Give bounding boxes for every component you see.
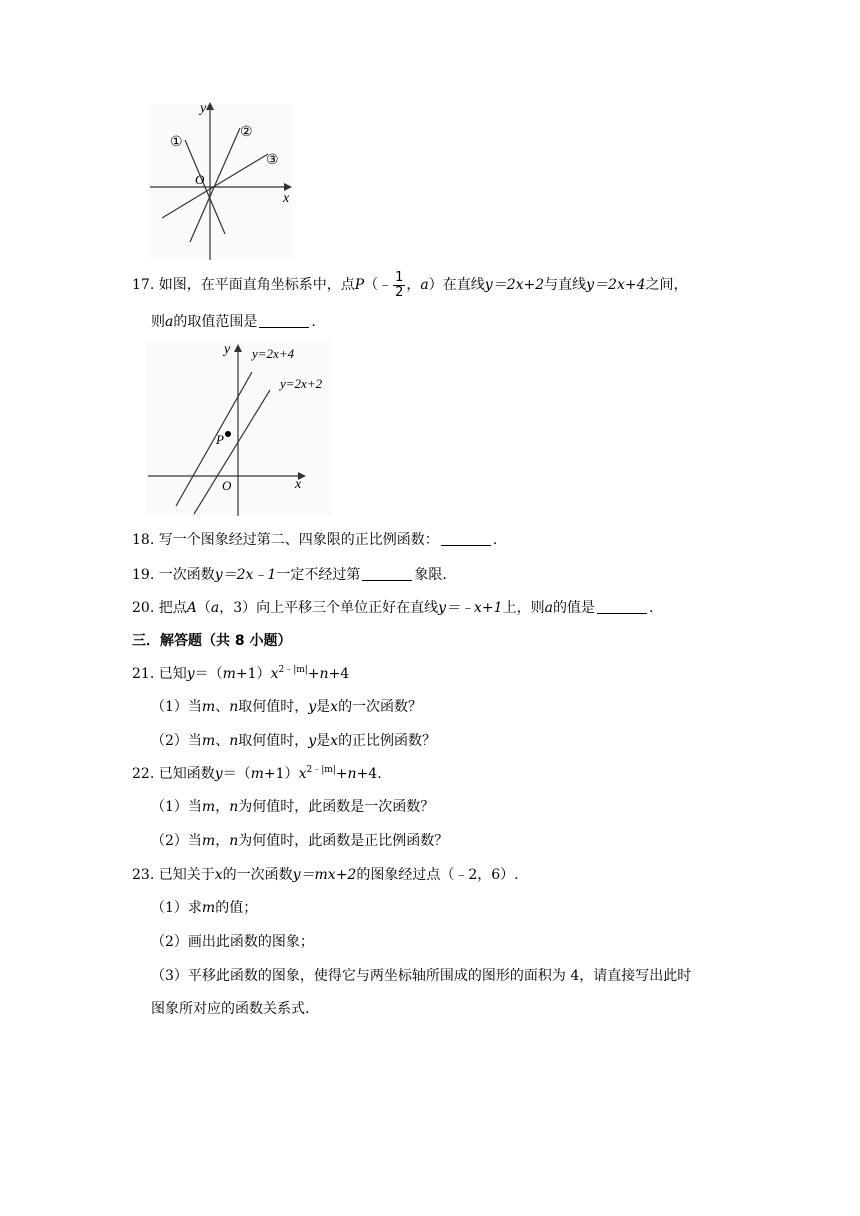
figure-16-graph	[140, 92, 300, 264]
variable: m	[201, 900, 216, 916]
origin-label: O	[195, 172, 205, 187]
text-fragment: （2）当	[151, 833, 202, 849]
question-17-line-2	[151, 312, 316, 332]
variable: n	[229, 799, 239, 815]
text-fragment: +	[335, 766, 348, 782]
variable: n	[347, 766, 357, 782]
variable: x	[214, 867, 223, 883]
variable: m	[222, 666, 236, 682]
text-fragment: 的一次函数	[222, 867, 293, 883]
exponent: 2﹣|m|	[306, 765, 336, 775]
question-20	[132, 598, 653, 618]
text-fragment: 为何值时，此函数是一次函数？	[238, 799, 435, 815]
variable: y	[186, 666, 195, 682]
line-lower-label: y=2x+2	[280, 376, 323, 391]
question-number: 17.	[132, 277, 155, 293]
question-text: 如图，在平面直角坐标系中，点	[158, 277, 355, 293]
text-fragment: .	[311, 314, 316, 330]
variable: x	[330, 733, 339, 749]
question-number: 20.	[132, 600, 155, 616]
text-fragment: +1）	[235, 666, 271, 682]
question-19	[132, 565, 447, 585]
text-fragment: ，	[215, 833, 230, 849]
equation: y＝2x+4	[586, 277, 646, 293]
question-23-part-3-continued: 图象所对应的函数关系式.	[151, 1001, 310, 1017]
text-fragment: 与直线	[544, 277, 587, 293]
question-23-part-2: （2）画出此函数的图象；	[151, 934, 314, 950]
text-fragment: 的值是	[552, 600, 595, 616]
text-fragment: 上，则	[502, 600, 545, 616]
variable: a	[544, 600, 553, 616]
question-18	[132, 530, 497, 550]
variable: y	[214, 766, 223, 782]
text-fragment: 的一次函数？	[338, 699, 423, 715]
text-fragment: 则	[151, 314, 165, 330]
question-number: 18.	[132, 532, 155, 548]
variable: a	[165, 314, 174, 330]
text-fragment: ＝（	[222, 766, 251, 782]
text-fragment: 的正比例函数？	[338, 733, 437, 749]
text-fragment: +4	[328, 666, 350, 682]
text-fragment: ）在直线	[428, 277, 485, 293]
text-fragment: （2）当	[151, 733, 202, 749]
section-heading: 三．解答题（共 8 小题）	[132, 633, 292, 649]
text-fragment: （﹣	[364, 277, 393, 293]
text-fragment: （1）求	[151, 900, 202, 916]
text-fragment: 的图象经过点（﹣2，6）.	[356, 867, 519, 883]
line-1-label: ①	[170, 135, 183, 150]
variable: m	[201, 833, 216, 849]
text-fragment: +4.	[356, 766, 382, 782]
variable: x	[270, 666, 279, 682]
x-axis-label: x	[295, 477, 302, 492]
variable: m	[201, 799, 216, 815]
fraction-denominator: 2	[395, 284, 404, 300]
variable: m	[250, 766, 264, 782]
question-21	[132, 664, 349, 684]
text-fragment: ，	[215, 799, 230, 815]
variable: y	[308, 699, 317, 715]
text-fragment: 象限.	[414, 567, 447, 583]
equation: y＝mx+2	[292, 867, 357, 883]
text-fragment: 一定不经过第	[276, 567, 361, 583]
text-fragment: .	[492, 532, 498, 548]
y-axis-label: y	[200, 101, 207, 116]
y-axis-label: y	[224, 342, 231, 357]
text-fragment: 是	[316, 699, 331, 715]
x-axis-label: x	[283, 191, 290, 206]
origin-label: O	[222, 478, 232, 493]
question-17	[132, 270, 688, 300]
question-text: 把点	[158, 600, 187, 616]
equation: y＝2x+2	[484, 277, 545, 293]
question-text: 已知	[158, 666, 187, 682]
point-p-label: P	[216, 432, 224, 447]
question-number: 21.	[132, 666, 155, 682]
question-text: 已知关于	[158, 867, 215, 883]
fraction	[393, 271, 405, 300]
text-fragment: 的取值范围是	[173, 314, 258, 330]
text-fragment: .	[648, 600, 654, 616]
question-23-part-1	[151, 898, 257, 918]
text-fragment: （	[196, 600, 211, 616]
text-fragment: （1）当	[151, 799, 202, 815]
text-fragment: ，3）向上平移三个单位正好在直线	[219, 600, 439, 616]
point-label: A	[186, 600, 197, 616]
point-label: P	[354, 277, 365, 293]
text-fragment: 、	[215, 733, 230, 749]
question-number: 23.	[132, 867, 155, 883]
text-fragment: 取何值时，	[238, 733, 309, 749]
text-fragment: （1）当	[151, 699, 202, 715]
text-fragment: 的值；	[215, 900, 258, 916]
question-text: 一次函数	[158, 567, 215, 583]
question-22	[132, 764, 382, 784]
text-fragment: ＝（	[194, 666, 223, 682]
question-23	[132, 865, 519, 885]
variable: n	[319, 666, 329, 682]
text-fragment: 之间，	[645, 277, 688, 293]
variable: m	[201, 699, 216, 715]
variable: a	[210, 600, 220, 616]
equation: y＝2x﹣1	[214, 567, 277, 583]
variable: x	[330, 699, 339, 715]
variable: m	[201, 733, 216, 749]
text-fragment: +	[307, 666, 320, 682]
question-22-part-1	[151, 797, 434, 817]
figure-background	[148, 104, 293, 259]
variable: x	[298, 766, 307, 782]
question-21-part-1	[151, 697, 422, 717]
question-23-part-3: （3）平移此函数的图象，使得它与两坐标轴所围成的图形的面积为 4，请直接写出此时	[151, 968, 692, 984]
answer-blank[interactable]	[362, 566, 412, 581]
fraction-numerator: 1	[395, 269, 404, 285]
text-fragment: 、	[215, 699, 230, 715]
text-fragment: ，	[406, 277, 421, 293]
variable: a	[420, 277, 429, 293]
line-upper-label: y=2x+4	[252, 346, 295, 361]
question-number: 22.	[132, 766, 155, 782]
figure-background	[146, 342, 332, 516]
answer-blank[interactable]	[441, 531, 491, 546]
question-text: 写一个图象经过第二、四象限的正比例函数：	[158, 532, 439, 548]
text-fragment: 是	[316, 733, 331, 749]
question-21-part-2	[151, 731, 436, 751]
text-fragment: 取何值时，	[238, 699, 309, 715]
variable: n	[229, 833, 239, 849]
exponent: 2﹣|m|	[278, 665, 308, 675]
answer-blank[interactable]	[259, 313, 309, 328]
answer-blank[interactable]	[597, 599, 647, 614]
variable: n	[229, 733, 239, 749]
equation: y＝﹣x+1	[438, 600, 503, 616]
question-22-part-2	[151, 831, 448, 851]
text-fragment: +1）	[263, 766, 299, 782]
line-2-label: ②	[240, 125, 253, 140]
text-fragment: 为何值时，此函数是正比例函数？	[238, 833, 449, 849]
line-3-label: ③	[266, 153, 279, 168]
point-p	[225, 431, 231, 437]
question-text: 已知函数	[158, 766, 215, 782]
figure-17-graph	[140, 338, 340, 520]
question-number: 19.	[132, 567, 155, 583]
variable: y	[308, 733, 317, 749]
variable: n	[229, 699, 239, 715]
